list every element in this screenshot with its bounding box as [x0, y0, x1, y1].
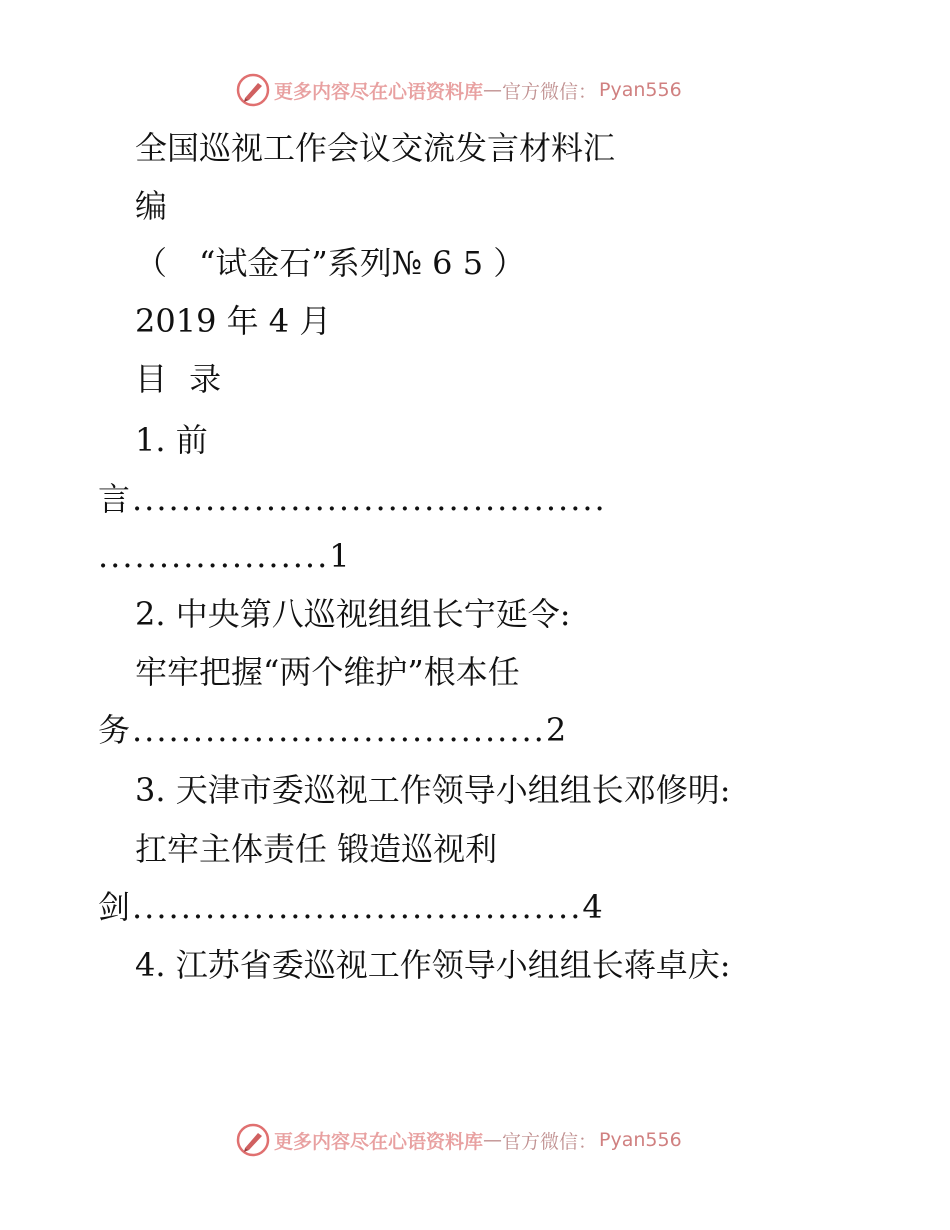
doc-date: 2019 年 4 月 — [135, 302, 332, 340]
toc-item-1-start: 1. 前 — [135, 421, 208, 459]
watermark-dash: — — [483, 79, 503, 101]
watermark-title: 更多内容尽在心语资料库 — [274, 1130, 484, 1153]
toc-heading: 目 录 — [135, 360, 228, 398]
pen-logo-icon — [236, 73, 270, 107]
watermark-title: 更多内容尽在心语资料库 — [274, 80, 484, 103]
pen-logo-icon — [236, 1123, 270, 1157]
watermark-header — [236, 72, 682, 108]
series-number: （ “试金石”系列№ 6 5 ） — [135, 244, 526, 282]
toc-item-2-title: 2. 中央第八巡视组组长宁延令: — [135, 595, 571, 633]
toc-item-3-title: 3. 天津市委巡视工作领导小组组长邓修明: — [135, 771, 731, 809]
watermark-id: Pyan556 — [599, 1129, 682, 1151]
toc-item-3-page: 剑.....................................4 — [98, 888, 605, 926]
toc-item-2-page: 务..................................2 — [98, 711, 569, 749]
watermark-footer — [236, 1122, 682, 1158]
doc-title-line-2: 编 — [135, 187, 168, 225]
toc-item-3-subtitle: 扛牢主体责任 锻造巡视利 — [135, 830, 498, 868]
watermark-id: Pyan556 — [599, 79, 682, 101]
toc-item-1-leader: 言....................................... — [98, 480, 607, 518]
watermark-dash: — — [483, 1129, 503, 1151]
watermark-label: 官方微信： — [502, 1130, 598, 1153]
toc-item-2-subtitle: 牢牢把握“两个维护”根本任 — [135, 653, 520, 691]
toc-item-1-page: ...................1 — [98, 537, 352, 575]
watermark-label: 官方微信： — [502, 80, 598, 103]
toc-item-4-title: 4. 江苏省委巡视工作领导小组组长蒋卓庆: — [135, 946, 731, 984]
doc-title-line-1: 全国巡视工作会议交流发言材料汇 — [135, 129, 616, 167]
